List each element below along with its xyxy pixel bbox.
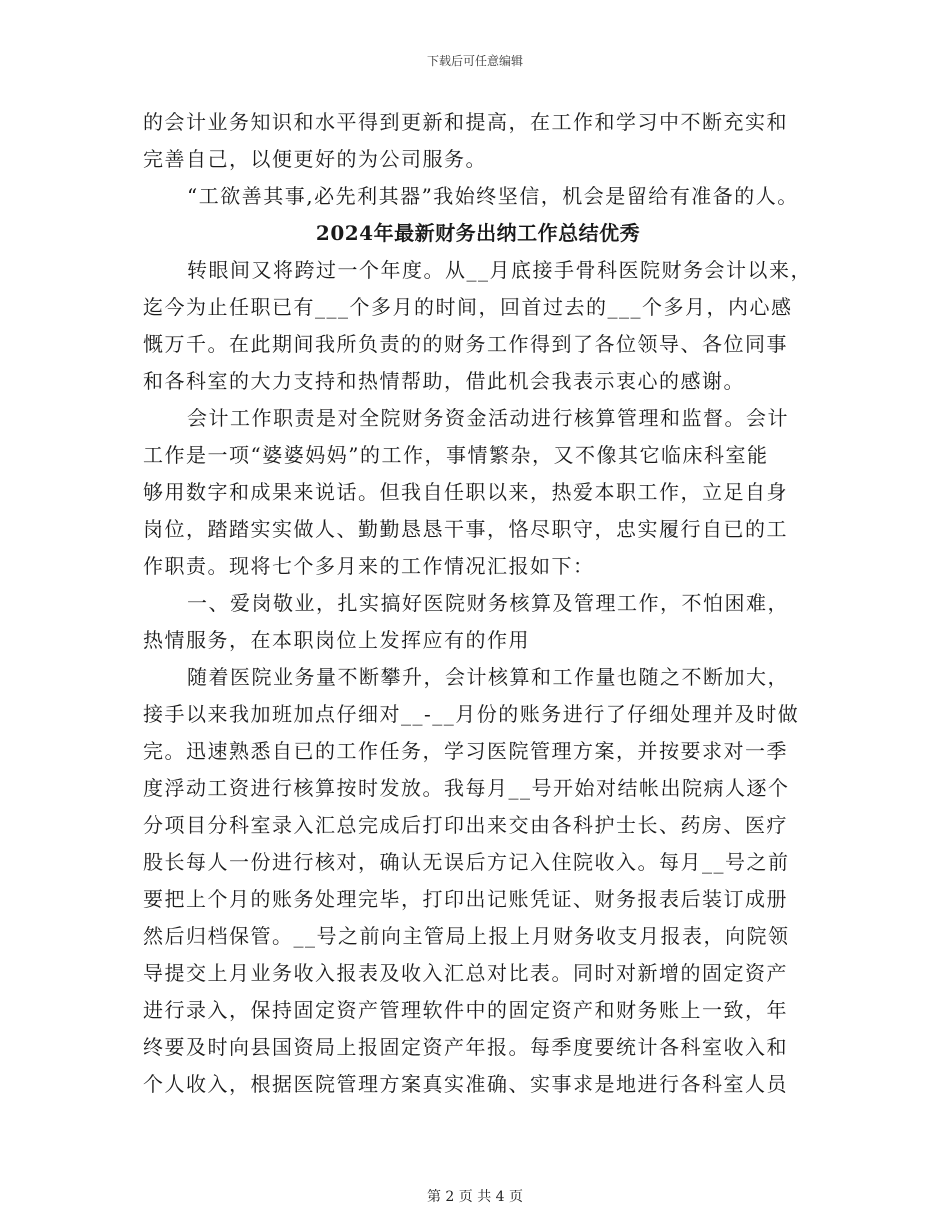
paragraph-line: 随着医院业务量不断攀升，会计核算和工作量也随之不断加大， — [187, 665, 789, 689]
paragraph-line: 导提交上月业务收入报表及收入汇总对比表。同时对新增的固定资产 — [143, 961, 788, 985]
paragraph-line: 接手以来我加班加点仔细对__-__月份的账务进行了仔细处理并及时做 — [143, 702, 800, 726]
page-header: 下载后可任意编辑 — [426, 54, 523, 68]
paragraph-line: 要把上个月的账务处理完毕，打印出记账凭证、财务报表后装订成册 — [143, 887, 788, 911]
paragraph-line: 分项目分科室录入汇总完成后打印出来交由各科护士长、药房、医疗 — [143, 813, 788, 837]
paragraph-line: 终要及时向县国资局上报固定资产年报。每季度要统计各科室收入和 — [143, 1035, 788, 1059]
paragraph-line: 热情服务，在本职岗位上发挥应有的作用 — [143, 628, 530, 652]
paragraph-line: 个人收入，根据医院管理方案真实准确、实事求是地进行各科室人员 — [143, 1072, 788, 1096]
paragraph-line: 会计工作职责是对全院财务资金活动进行核算管理和监督。会计 — [187, 406, 789, 430]
paragraph-line: 的会计业务知识和水平得到更新和提高，在工作和学习中不断充实和 — [143, 110, 788, 134]
document-body — [143, 104, 813, 1103]
paragraph-line: 工作是一项“婆婆妈妈”的工作，事情繁杂，又不像其它临床科室能 — [143, 443, 769, 467]
paragraph-line: 度浮动工资进行核算按时发放。我每月__号开始对结帐出院病人逐个 — [143, 776, 790, 800]
paragraph-line: 转眼间又将跨过一个年度。从__月底接手骨科医院财务会计以来， — [187, 258, 812, 282]
paragraph-line: 完。迅速熟悉自已的工作任务，学习医院管理方案，并按要求对一季 — [143, 739, 788, 763]
paragraph-line: 和各科室的大力支持和热情帮助，借此机会我表示衷心的感谢。 — [143, 369, 745, 393]
paragraph-line: 慨万千。在此期间我所负责的的财务工作得到了各位领导、各位同事 — [143, 332, 788, 356]
paragraph-line: 岗位，踏踏实实做人、勤勤恳恳干事，恪尽职守，忠实履行自已的工 — [143, 517, 788, 541]
paragraph-line: 迄今为止任职已有___个多月的时间，回首过去的___个多月，内心感 — [143, 295, 793, 319]
paragraph-line: “工欲善其事,必先利其器”我始终坚信，机会是留给有准备的人。 — [187, 184, 799, 208]
page-footer: 第 2 页 共 4 页 — [426, 1189, 524, 1205]
paragraph-line: 股长每人一份进行核对，确认无误后方记入住院收入。每月__号之前 — [143, 850, 790, 874]
paragraph-line: 进行录入，保持固定资产管理软件中的固定资产和财务账上一致，年 — [143, 998, 788, 1022]
paragraph-line: 完善自己，以便更好的为公司服务。 — [143, 147, 487, 171]
paragraph-line: 一、爱岗敬业，扎实搞好医院财务核算及管理工作，不怕困难， — [187, 591, 789, 615]
paragraph-line: 够用数字和成果来说话。但我自任职以来，热爱本职工作，立足自身 — [143, 480, 788, 504]
paragraph-line: 然后归档保管。__号之前向主管局上报上月财务收支月报表，向院领 — [143, 924, 790, 948]
section-title: 2024年最新财务出纳工作总结优秀 — [315, 221, 641, 245]
paragraph-line: 作职责。现将七个多月来的工作情况汇报如下： — [143, 554, 595, 578]
